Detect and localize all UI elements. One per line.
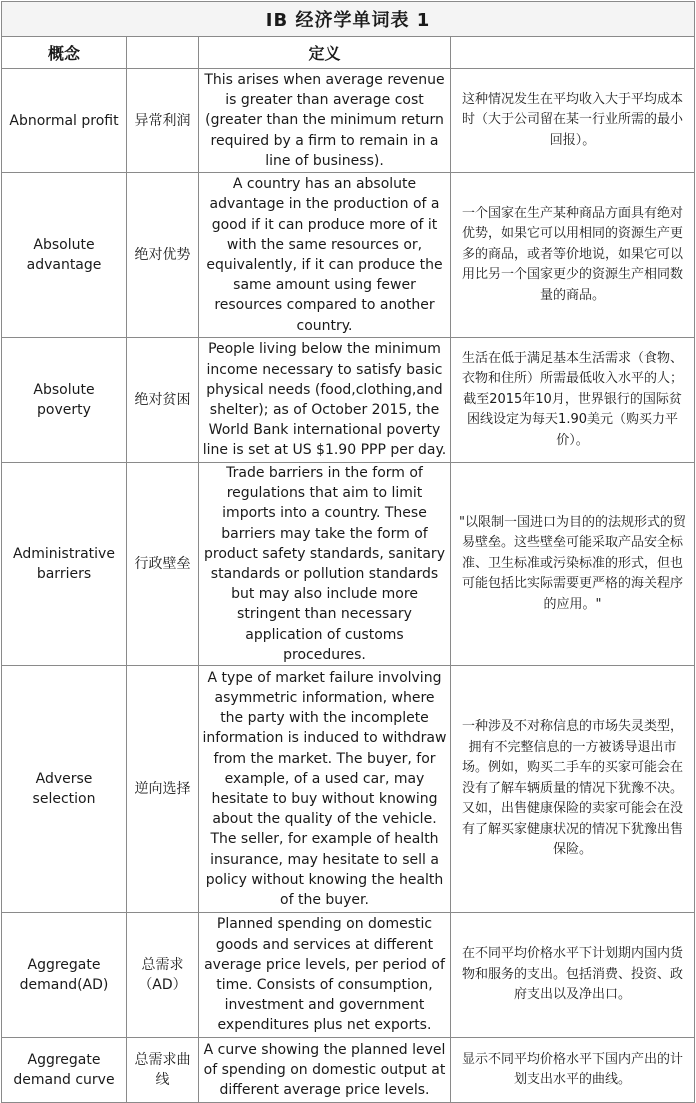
table-row [2, 1038, 695, 1103]
definition-english: A curve showing the planned level of spending on domestic output at different average price levels. [199, 1038, 451, 1103]
header-row [2, 37, 695, 69]
definition-chinese: 一种涉及不对称信息的市场失灵类型，拥有不完整信息的一方被诱导退出市场。例如，购买二手车的买家可能会在没有了解车辆质量的情况下犹豫不决。又如，出售健康保险的卖家可能会在没有了解买家健康状况的情况下犹豫出售保险。 [451, 666, 695, 913]
term-chinese: 逆向选择 [127, 666, 199, 913]
table-row [2, 173, 695, 338]
term-english: Adverse selection [2, 666, 127, 913]
definition-english: A type of market failure involving asymmetric information, where the party with the incomplete information is induced to withdraw from the market. The buyer, for example, of a used car, may hesitate to buy without knowing about the quality of the vehicle. The seller, for example of health insurance, may hesitate to sell a policy without knowing the health of the buyer. [199, 666, 451, 913]
definition-english: This arises when average revenue is greater than average cost (greater than the minimum return required by a firm to remain in a line of business). [199, 69, 451, 173]
term-chinese: 总需求曲线 [127, 1038, 199, 1103]
table-row [2, 338, 695, 463]
definition-chinese: 在不同平均价格水平下计划期内国内货物和服务的支出。包括消费、投资、政府支出以及净出口。 [451, 913, 695, 1038]
term-chinese: 行政壁垒 [127, 463, 199, 666]
term-english: Aggregate demand(AD) [2, 913, 127, 1038]
term-chinese: 绝对贫困 [127, 338, 199, 463]
definition-chinese: "以限制一国进口为目的的法规形式的贸易壁垒。这些壁垒可能采取产品安全标准、卫生标准或污染标准的形式，但也可能包括比实际需要更严格的海关程序的应用。" [451, 463, 695, 666]
term-english: Abnormal profit [2, 69, 127, 173]
term-chinese: 异常利润 [127, 69, 199, 173]
term-english: Administrative barriers [2, 463, 127, 666]
definition-chinese: 显示不同平均价格水平下国内产出的计划支出水平的曲线。 [451, 1038, 695, 1103]
header-concept: 概念 [2, 37, 127, 69]
table-row [2, 666, 695, 913]
definition-english: Trade barriers in the form of regulations that aim to limit imports into a country. These barriers may take the form of product safety standards, sanitary standards or pollution standards but may also include more stringent than necessary application of customs procedures. [199, 463, 451, 666]
header-cn-term [127, 37, 199, 69]
table-row [2, 913, 695, 1038]
definition-chinese: 一个国家在生产某种商品方面具有绝对优势，如果它可以用相同的资源生产更多的商品，或者等价地说，如果它可以用比另一个国家更少的资源生产相同数量的商品。 [451, 173, 695, 338]
definition-chinese: 这种情况发生在平均收入大于平均成本时（大于公司留在某一行业所需的最小回报）。 [451, 69, 695, 173]
header-definition: 定义 [199, 37, 451, 69]
term-english: Absolute poverty [2, 338, 127, 463]
term-chinese: 总需求（AD） [127, 913, 199, 1038]
term-english: Absolute advantage [2, 173, 127, 338]
vocabulary-sheet [1, 1, 694, 1103]
table-row [2, 69, 695, 173]
definition-english: Planned spending on domestic goods and services at different average price levels, per period of time. Consists of consumption, investment and government expenditures plus net exports. [199, 913, 451, 1038]
table-row [2, 463, 695, 666]
title-row [2, 2, 695, 37]
definition-chinese: 生活在低于满足基本生活需求（食物、衣物和住所）所需最低收入水平的人；截至2015年10月，世界银行的国际贫困线设定为每天1.90美元（购买力平价）。 [451, 338, 695, 463]
definition-english: A country has an absolute advantage in the production of a good if it can produce more of it with the same resources or, equivalently, if it can produce the same amount using fewer resources compared to another country. [199, 173, 451, 338]
definition-english: People living below the minimum income necessary to satisfy basic physical needs (food,clothing,and shelter); as of October 2015, the World Bank international poverty line is set at US $1.90 PPP per day. [199, 338, 451, 463]
table-title: IB 经济学单词表 1 [2, 2, 695, 37]
header-cn-definition [451, 37, 695, 69]
term-english: Aggregate demand curve [2, 1038, 127, 1103]
vocabulary-table [1, 1, 695, 1103]
term-chinese: 绝对优势 [127, 173, 199, 338]
